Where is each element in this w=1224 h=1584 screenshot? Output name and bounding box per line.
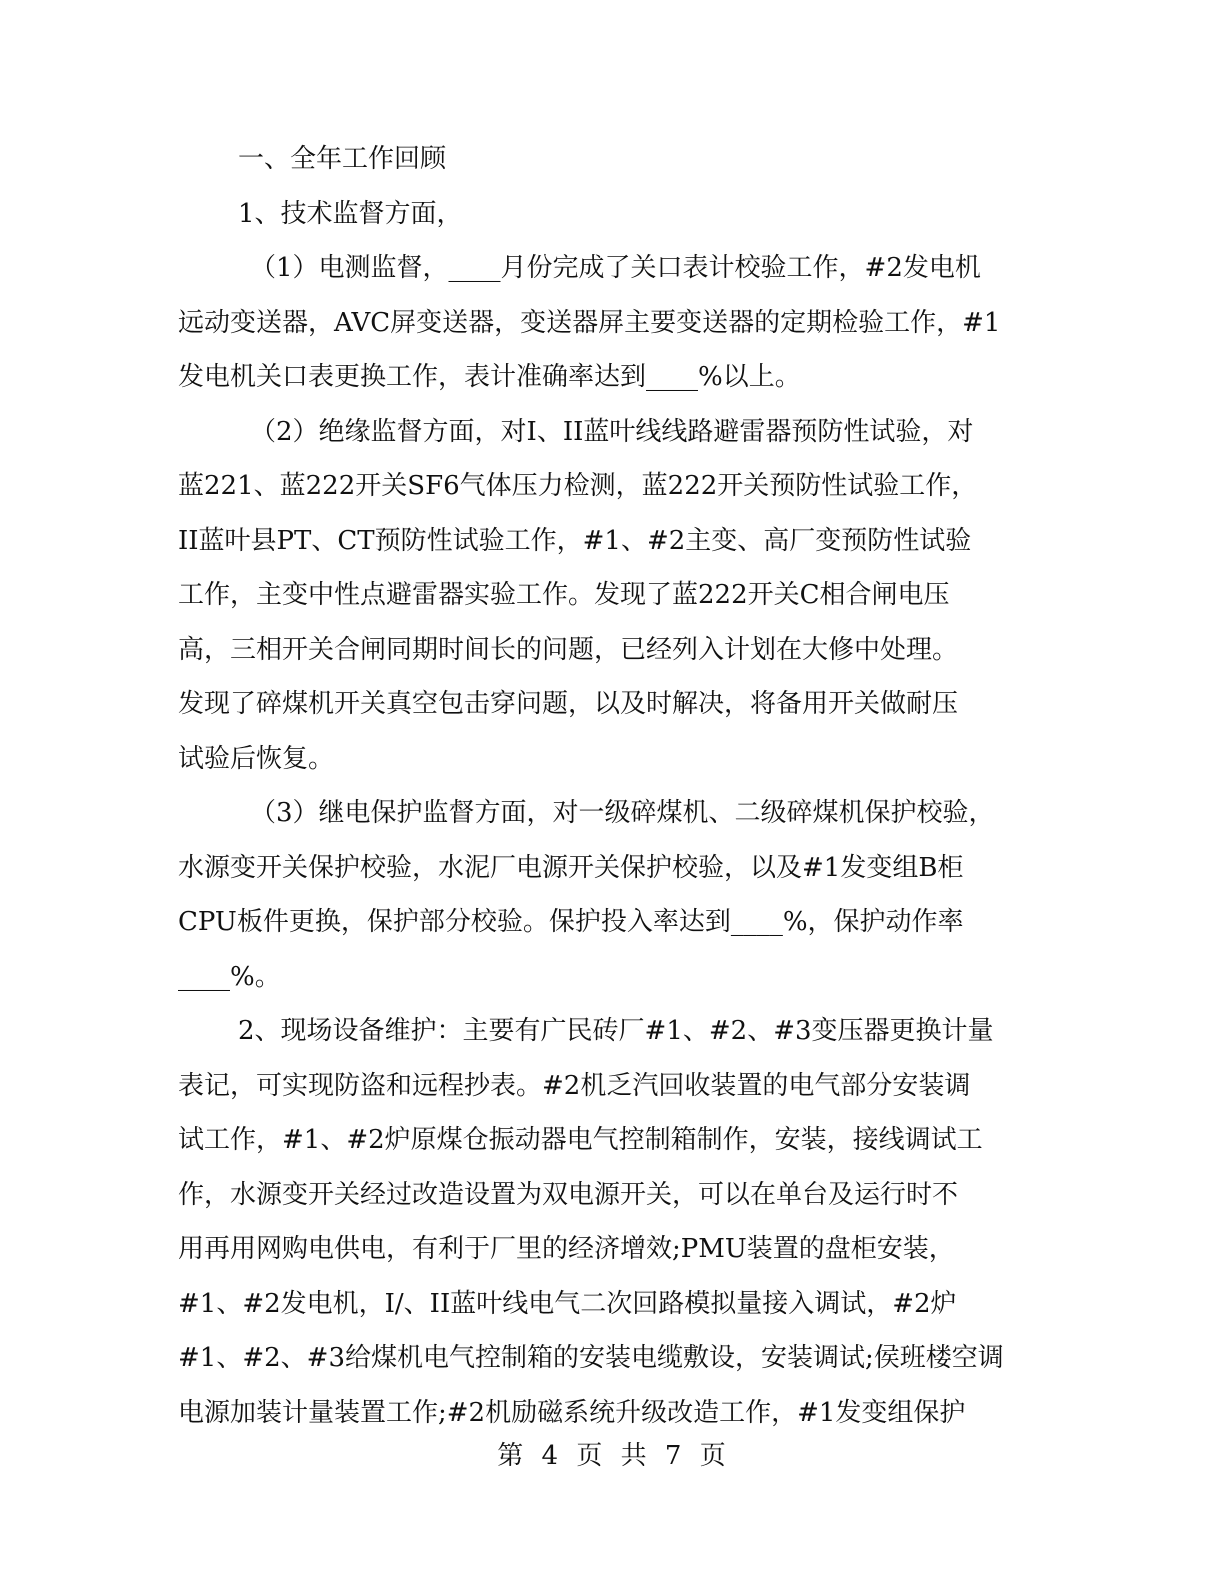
text-line: 发现了碎煤机开关真空包击穿问题，以及时解决，将备用开关做耐压	[178, 689, 959, 719]
text-line: 表记，可实现防盗和远程抄表。#2机乏汽回收装置的电气部分安装调	[178, 1070, 971, 1101]
text-line: （1）电测监督，____月份完成了关口表计校验工作，#2发电机	[250, 253, 981, 283]
footer-page-label: 页	[576, 1441, 604, 1471]
text-line: 试验后恢复。	[178, 743, 335, 774]
footer-total-label: 共	[620, 1441, 648, 1471]
text-line: 蓝221、蓝222开关SF6气体压力检测，蓝222开关预防性试验工作，	[178, 471, 978, 501]
text-line: （3）继电保护监督方面，对一级碎煤机、二级碎煤机保护校验，	[250, 798, 995, 828]
text-line: 发电机关口表更换工作，表计准确率达到____%以上。	[178, 362, 801, 392]
text-line: 工作，主变中性点避雷器实验工作。发现了蓝222开关C相合闸电压	[178, 580, 950, 610]
text-line: 1、技术监督方面，	[238, 198, 463, 229]
text-line: 远动变送器，AVC屏变送器，变送器屏主要变送器的定期检验工作，#1	[178, 307, 1001, 338]
footer-suffix: 页	[699, 1441, 727, 1471]
text-line: 2、现场设备维护：主要有广民砖厂#1、#2、#3变压器更换计量	[238, 1016, 994, 1046]
text-line: 一、全年工作回顾	[238, 144, 447, 174]
text-line: 电源加装计量装置工作;#2机励磁系统升级改造工作，#1发变组保护	[178, 1397, 966, 1428]
page-footer	[0, 1436, 1224, 1476]
text-line: #1、#2发电机，I/、II蓝叶线电气二次回路模拟量接入调试，#2炉	[178, 1288, 957, 1319]
text-line: 试工作，#1、#2炉原煤仓振动器电气控制箱制作，安装，接线调试工	[178, 1125, 983, 1155]
text-line: （2）绝缘监督方面，对I、II蓝叶线线路避雷器预防性试验，对	[250, 416, 974, 447]
text-line: 作，水源变开关经过改造设置为双电源开关，可以在单台及运行时不	[178, 1179, 959, 1210]
text-line: 水源变开关保护校验，水泥厂电源开关保护校验，以及#1发变组B柜	[178, 852, 964, 883]
text-line: ____%。	[178, 961, 281, 992]
document-body	[178, 132, 1038, 1440]
current-page-number: 4	[541, 1441, 560, 1471]
text-line: II蓝叶县PT、CT预防性试验工作，#1、#2主变、高厂变预防性试验	[178, 525, 972, 556]
text-line: #1、#2、#3给煤机电气控制箱的安装电缆敷设，安装调试;侯班楼空调	[178, 1343, 1004, 1373]
text-line: 高，三相开关合闸同期时间长的问题，已经列入计划在大修中处理。	[178, 634, 959, 665]
footer-prefix: 第	[497, 1441, 525, 1471]
text-line: CPU板件更换，保护部分校验。保护投入率达到____%，保护动作率	[178, 907, 964, 937]
text-line: 用再用网购电供电，有利于厂里的经济增效;PMU装置的盘柜安装，	[178, 1234, 955, 1264]
total-page-number: 7	[664, 1441, 683, 1471]
